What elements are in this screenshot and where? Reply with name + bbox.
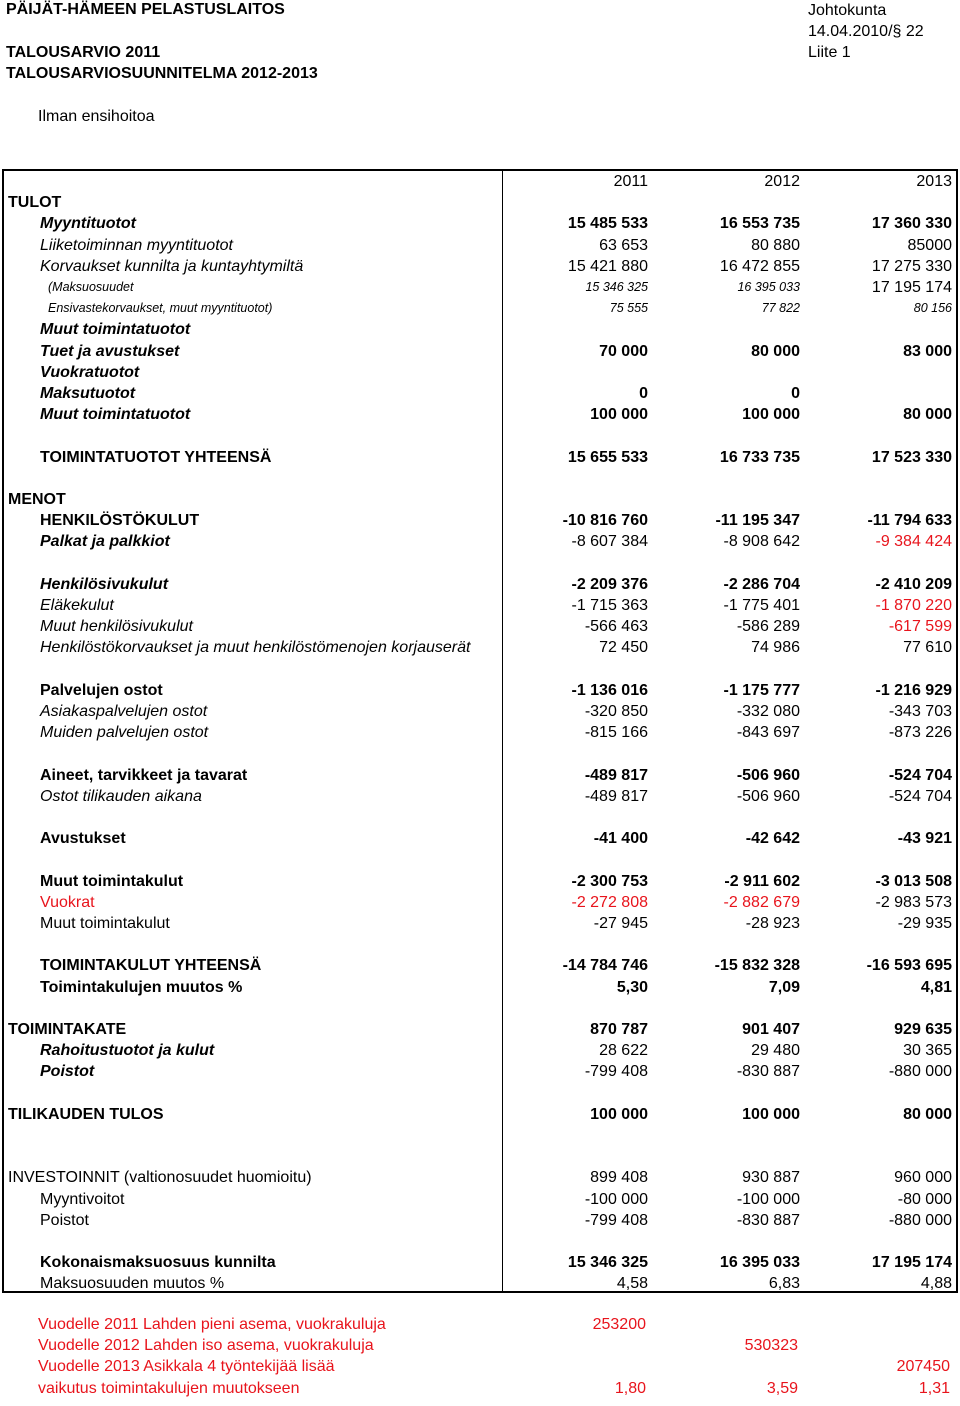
table-row [4,828,956,849]
row-label: Vuokratuotot [40,363,140,381]
row-value-2013: 85000 [907,236,952,254]
row-value-2011: 4,58 [616,1275,648,1293]
row-label: Muiden palvelujen ostot [40,724,209,742]
row-value-2012: -2 911 602 [724,872,800,890]
row-value-2013: -43 921 [897,830,952,848]
table-row [4,1061,956,1082]
row-value-2012: -1 175 777 [723,681,800,699]
row-value-2013: -1 216 929 [875,681,952,699]
footer-label: vaikutus toimintakulujen muutokseen [38,1379,300,1397]
row-value-2013: 17 360 330 [871,215,952,233]
table-row [4,786,956,807]
row-value-2011: -566 463 [584,618,648,636]
row-value-2012: 16 733 735 [719,448,800,466]
row-label: Henkilöstökorvaukset ja muut henkilöstömenojen korjauserät [40,639,471,657]
row-label: HENKILÖSTÖKULUT [40,512,200,530]
row-label: (Maksuosuudet [48,280,134,294]
row-value-2013: -2 983 573 [875,893,952,911]
row-value-2012: 80 000 [751,342,800,360]
row-label: TULOT [8,194,62,212]
table-row [4,256,956,277]
table-row [4,892,956,913]
row-value-2011: 15 485 533 [567,215,648,233]
row-value-2012: -2 882 679 [723,893,800,911]
row-value-2011: 15 655 533 [567,448,648,466]
row-label: Myyntituotot [40,215,136,233]
row-value-2013: 929 635 [894,1021,952,1038]
row-value-2011: 72 450 [599,639,648,657]
row-value-2012: 80 880 [751,236,800,254]
table-row [4,213,956,234]
table-row [4,722,956,743]
row-value-2011: 70 000 [599,342,648,360]
row-label: MENOT [8,491,66,508]
footer-label: Vuodelle 2011 Lahden pieni asema, vuokrakuluja [38,1316,386,1333]
table-row [4,489,956,510]
table-row [4,1273,956,1294]
row-label: TOIMINTATUOTOT YHTEENSÄ [40,448,272,466]
row-value-2011: -8 607 384 [571,533,648,551]
header-appendix: Liite 1 [808,44,851,61]
row-value-2013: -880 000 [888,1063,952,1081]
row-label: Ostot tilikauden aikana [40,787,202,805]
table-row [4,1040,956,1061]
table-row [4,871,956,892]
row-value-2012: 7,09 [768,978,800,996]
row-value-2013: -9 384 424 [875,533,952,551]
row-value-2011: 15 421 880 [567,257,648,275]
footer-row [2,1356,954,1377]
table-row [4,1125,956,1146]
row-value-2013: -524 704 [888,766,952,784]
row-value-2012: -506 960 [736,787,800,805]
row-value-2013: 83 000 [903,342,952,360]
row-label: Rahoitustuotot ja kulut [40,1042,215,1060]
row-value-2013: 17 275 330 [871,257,952,275]
row-value-2011: 28 622 [599,1042,648,1060]
row-label: Maksuosuuden muutos % [40,1275,225,1293]
row-value-2011: -815 166 [584,724,648,742]
row-value-2013: 960 000 [894,1169,952,1187]
row-value-2011: 100 000 [590,406,648,424]
row-label: Kokonaismaksuosuus kunnilta [40,1254,276,1272]
row-value-2011: 0 [639,385,648,402]
table-row [4,510,956,531]
row-label: Maksutuotot [40,385,136,402]
row-value-2013: 30 365 [903,1042,952,1060]
table-row [4,595,956,616]
row-value-2011: 899 408 [590,1169,648,1187]
footer-value: 253200 [592,1316,646,1333]
row-value-2012: -28 923 [745,915,800,932]
table-row [4,659,956,680]
row-label: Eläkekulut [40,597,114,614]
row-label: Poistot [40,1211,89,1229]
row-label: Korvaukset kunnilta ja kuntayhtymiltä [40,257,304,275]
row-value-2011: 5,30 [616,978,648,996]
row-value-2012: 100 000 [742,1105,800,1123]
row-value-2013: -3 013 508 [875,872,952,890]
row-value-2013: -873 226 [888,724,952,742]
row-value-2012: 16 553 735 [719,215,800,233]
table-row [4,1019,956,1040]
table-row [4,383,956,404]
row-value-2012: -42 642 [745,830,800,848]
table-row [4,553,956,574]
row-value-2011: -320 850 [584,703,648,720]
row-label: Ensivastekorvaukset, muut myyntituotot) [48,301,273,316]
row-value-2012: -100 000 [736,1190,800,1208]
row-value-2013: 17 195 174 [871,279,952,296]
header-org: PÄIJÄT-HÄMEEN PELASTUSLAITOS [6,1,285,18]
row-label: Palvelujen ostot [40,681,163,699]
footer-value: 1,80 [614,1379,646,1397]
table-row [4,531,956,552]
row-label: Poistot [40,1063,95,1081]
footer-value: 207450 [896,1358,950,1376]
header-subtitle: Ilman ensihoitoa [38,108,155,125]
table-row [4,849,956,870]
row-value-2013: 4,88 [920,1275,952,1293]
row-value-2012: 74 986 [751,639,800,657]
table-row [4,235,956,256]
row-label: Muut toimintakulut [40,872,184,890]
row-value-2011: -489 817 [584,787,648,805]
table-row [4,955,956,976]
row-label: Aineet, tarvikkeet ja tavarat [40,766,248,784]
row-value-2013: 77 610 [903,639,952,657]
row-label: Asiakaspalvelujen ostot [40,703,208,720]
row-label: Muut toimintatuotot [40,406,191,424]
row-value-2012: 930 887 [742,1169,800,1187]
row-value-2013: 80 156 [913,301,952,316]
row-label: Henkilösivukulut [40,575,169,593]
row-value-2012: 6,83 [768,1275,800,1293]
row-value-2011: 63 653 [599,236,648,254]
table-row [4,765,956,786]
row-value-2012: -586 289 [736,618,800,636]
table-row [4,1189,956,1210]
row-value-2013: -11 794 633 [867,512,952,530]
table-row [4,934,956,955]
header-body: Johtokunta [808,2,887,19]
row-value-2012: -1 775 401 [723,597,800,614]
row-value-2012: 100 000 [742,406,800,424]
year-label: 2011 [613,173,648,190]
table-row [4,425,956,446]
footer-row [2,1314,954,1335]
row-label: Tuet ja avustukset [40,342,180,360]
table-row [4,341,956,362]
table-row [4,1167,956,1188]
year-label: 2012 [764,173,800,190]
row-value-2013: 17 523 330 [871,448,952,466]
row-label: Myyntivoitot [40,1190,125,1208]
row-value-2012: -8 908 642 [723,533,800,551]
row-value-2012: 16 395 033 [719,1254,800,1272]
row-label: Muut toimintakulut [40,915,170,932]
footer-notes [2,1314,954,1404]
row-value-2012: 29 480 [751,1042,800,1060]
footer-label: Vuodelle 2013 Asikkala 4 työntekijää lisää [38,1358,335,1376]
row-label: Palkat ja palkkiot [40,533,170,551]
row-value-2011: -2 209 376 [571,575,648,593]
table-row [4,298,956,319]
footer-row [2,1378,954,1399]
row-label: TOIMINTAKULUT YHTEENSÄ [40,957,262,975]
row-value-2013: 80 000 [903,406,952,424]
row-value-2012: -830 887 [736,1211,800,1229]
row-label: INVESTOINNIT (valtionosuudet huomioitu) [8,1169,312,1187]
footer-label: Vuodelle 2012 Lahden iso asema, vuokrakuluja [38,1337,374,1355]
table-row [4,1104,956,1125]
row-value-2011: -14 784 746 [562,957,648,975]
row-value-2013: -16 593 695 [866,957,952,975]
table-row [4,1210,956,1231]
table-row [4,680,956,701]
row-value-2012: -830 887 [736,1063,800,1081]
table-row [4,701,956,722]
table-row [4,192,956,213]
row-value-2011: -1 715 363 [571,597,648,614]
table-row [4,468,956,489]
row-value-2012: -15 832 328 [714,957,800,975]
table-row [4,637,956,658]
header-date-ref: 14.04.2010/§ 22 [808,23,924,40]
header-title-plan: TALOUSARVIOSUUNNITELMA 2012-2013 [6,65,318,82]
row-value-2012: -332 080 [736,703,800,720]
row-value-2012: 77 822 [761,301,800,316]
row-value-2011: 75 555 [609,301,648,316]
table-row [4,913,956,934]
row-value-2012: -506 960 [736,766,800,784]
row-value-2012: -2 286 704 [723,575,800,593]
row-value-2012: -843 697 [736,724,800,742]
row-value-2012: 0 [791,385,800,402]
table-row [4,319,956,340]
row-value-2013: -524 704 [888,787,952,805]
table-row [4,1083,956,1104]
row-value-2013: -1 870 220 [875,597,952,614]
row-label: Avustukset [40,830,126,848]
table-row [4,998,956,1019]
table-row [4,574,956,595]
row-value-2013: -617 599 [888,618,952,636]
table-row [4,1231,956,1252]
year-header-row [4,171,956,192]
row-value-2013: 4,81 [920,978,952,996]
row-value-2011: -41 400 [593,830,648,848]
table-row [4,447,956,468]
table-row [4,277,956,298]
row-value-2011: 100 000 [590,1105,648,1123]
row-value-2013: -343 703 [888,703,952,720]
footer-value: 530323 [744,1337,798,1355]
row-value-2013: 80 000 [903,1105,952,1123]
row-value-2011: -799 408 [584,1063,648,1081]
row-value-2011: 15 346 325 [567,1254,648,1272]
row-label: Muut toimintatuotot [40,321,191,339]
footer-row [2,1335,954,1356]
row-value-2012: 901 407 [742,1021,800,1038]
row-label: Muut henkilösivukulut [40,618,193,636]
row-value-2011: -100 000 [584,1190,648,1208]
row-label: Toimintakulujen muutos % [40,978,243,996]
row-value-2012: 16 395 033 [737,280,800,294]
row-value-2013: -80 000 [897,1190,952,1208]
row-value-2013: 17 195 174 [871,1254,952,1272]
row-value-2011: -799 408 [584,1211,648,1229]
row-value-2013: -880 000 [888,1211,952,1229]
row-value-2011: -489 817 [584,766,648,784]
row-value-2013: -2 410 209 [875,575,952,593]
table-row [4,1252,956,1273]
table-row [4,807,956,828]
table-row [4,404,956,425]
row-value-2012: -11 195 347 [715,512,800,530]
row-label: Vuokrat [40,893,95,911]
row-value-2013: -29 935 [897,915,952,932]
row-value-2011: -27 945 [593,915,648,932]
table-row [4,977,956,998]
table-row [4,743,956,764]
row-value-2012: 16 472 855 [719,257,800,275]
year-label: 2013 [916,173,952,190]
row-value-2011: -1 136 016 [571,681,648,699]
table-row [4,1146,956,1167]
budget-table [2,169,958,1293]
row-value-2011: 870 787 [590,1021,648,1038]
row-value-2011: -2 272 808 [571,893,648,911]
table-row [4,616,956,637]
footer-value: 3,59 [766,1379,798,1397]
header-title-budget: TALOUSARVIO 2011 [6,44,161,61]
row-label: TILIKAUDEN TULOS [8,1105,164,1123]
row-value-2011: 15 346 325 [585,280,648,294]
row-value-2011: -10 816 760 [562,512,648,530]
row-label: Liiketoiminnan myyntituotot [40,236,233,254]
row-label: TOIMINTAKATE [8,1021,127,1038]
footer-value: 1,31 [918,1379,950,1397]
table-row [4,362,956,383]
row-value-2011: -2 300 753 [571,872,648,890]
